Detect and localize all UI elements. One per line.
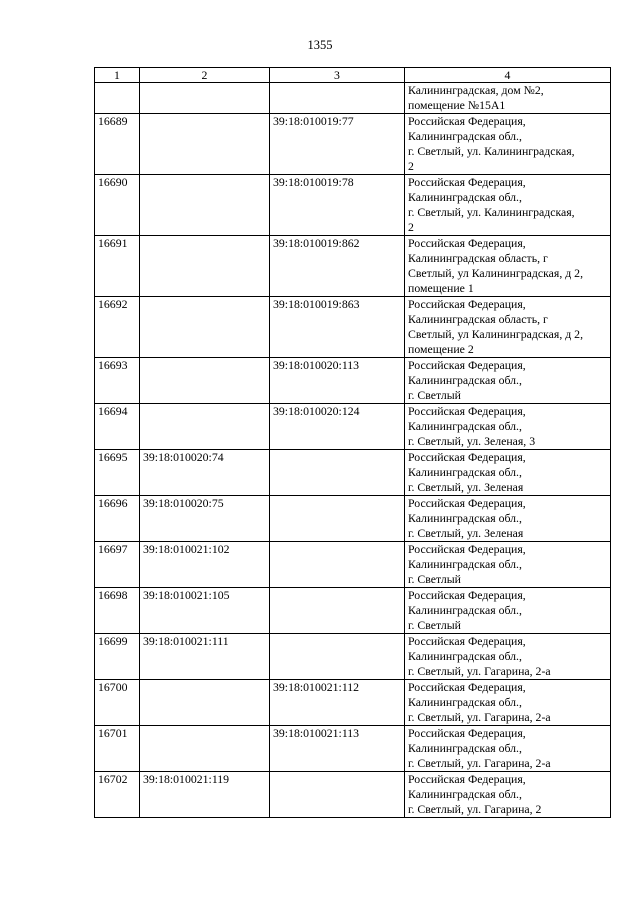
cadastral-number-col2: 39:18:010021:111: [140, 634, 270, 680]
address-cell: [405, 588, 611, 634]
cadastral-number-col2: 39:18:010021:102: [140, 542, 270, 588]
address-line: Российская Федерация,: [408, 236, 526, 250]
row-number: 16702: [95, 772, 140, 818]
address-cell: [405, 634, 611, 680]
address-line: Калининградская обл.,: [408, 695, 522, 709]
cadastral-number-col2: [140, 726, 270, 772]
column-header-2: 2: [140, 68, 270, 83]
table-row: [95, 588, 611, 634]
address-line: помещение №15А1: [408, 98, 506, 112]
row-number: 16701: [95, 726, 140, 772]
address-line: Российская Федерация,: [408, 726, 526, 740]
table-header-row: [95, 68, 611, 83]
cadastral-number-col3: 39:18:010019:77: [270, 114, 405, 175]
table-row: [95, 297, 611, 358]
address-cell: [405, 496, 611, 542]
row-number: 16700: [95, 680, 140, 726]
row-number: 16697: [95, 542, 140, 588]
address-line: г. Светлый, ул. Гагарина, 2-а: [408, 756, 551, 770]
table-row: [95, 450, 611, 496]
address-line: г. Светлый, ул. Гагарина, 2-а: [408, 664, 551, 678]
cadastral-number-col3: 39:18:010019:862: [270, 236, 405, 297]
address-line: помещение 1: [408, 281, 474, 295]
address-line: Калининградская обл.,: [408, 649, 522, 663]
cadastral-number-col2: [140, 297, 270, 358]
address-line: Калининградская обл.,: [408, 557, 522, 571]
cadastral-number-col2: [140, 83, 270, 114]
registry-table: [94, 67, 611, 818]
address-cell: [405, 450, 611, 496]
table-row: [95, 175, 611, 236]
cadastral-number-col3: [270, 588, 405, 634]
address-line: Калининградская область, г: [408, 312, 548, 326]
cadastral-number-col3: 39:18:010019:863: [270, 297, 405, 358]
address-line: Светлый, ул Калининградская, д 2,: [408, 266, 584, 280]
address-line: Калининградская обл.,: [408, 419, 522, 433]
column-header-4: 4: [405, 68, 611, 83]
address-cell: [405, 542, 611, 588]
cadastral-number-col3: [270, 83, 405, 114]
address-line: г. Светлый, ул. Гагарина, 2-а: [408, 710, 551, 724]
address-line: Российская Федерация,: [408, 175, 526, 189]
cadastral-number-col3: 39:18:010021:113: [270, 726, 405, 772]
address-cell: [405, 680, 611, 726]
cadastral-number-col2: 39:18:010021:105: [140, 588, 270, 634]
address-line: Калининградская обл.,: [408, 190, 522, 204]
address-line: Калининградская обл.,: [408, 129, 522, 143]
address-line: Российская Федерация,: [408, 297, 526, 311]
table-row: [95, 634, 611, 680]
address-line: Российская Федерация,: [408, 358, 526, 372]
address-line: Российская Федерация,: [408, 542, 526, 556]
cadastral-number-col3: [270, 496, 405, 542]
address-line: Калининградская обл.,: [408, 373, 522, 387]
cadastral-number-col2: 39:18:010020:75: [140, 496, 270, 542]
row-number: 16692: [95, 297, 140, 358]
address-line: Российская Федерация,: [408, 450, 526, 464]
address-line: Российская Федерация,: [408, 772, 526, 786]
address-line: Российская Федерация,: [408, 634, 526, 648]
address-line: г. Светлый, ул. Зеленая: [408, 480, 524, 494]
column-header-3: 3: [270, 68, 405, 83]
cadastral-number-col2: 39:18:010020:74: [140, 450, 270, 496]
address-line: г. Светлый, ул. Зеленая: [408, 526, 524, 540]
address-line: Светлый, ул Калининградская, д 2,: [408, 327, 584, 341]
address-line: Российская Федерация,: [408, 404, 526, 418]
address-cell: [405, 404, 611, 450]
row-number: 16699: [95, 634, 140, 680]
address-line: г. Светлый: [408, 618, 461, 632]
cadastral-number-col2: [140, 175, 270, 236]
address-line: помещение 2: [408, 342, 474, 356]
table-row: [95, 404, 611, 450]
cadastral-number-col3: 39:18:010020:113: [270, 358, 405, 404]
row-number: 16691: [95, 236, 140, 297]
column-header-1: 1: [95, 68, 140, 83]
row-number: 16694: [95, 404, 140, 450]
address-line: г. Светлый: [408, 572, 461, 586]
address-line: г. Светлый, ул. Зеленая, 3: [408, 434, 536, 448]
address-cell: [405, 83, 611, 114]
table-row: [95, 496, 611, 542]
cadastral-number-col3: [270, 634, 405, 680]
cadastral-number-col3: 39:18:010020:124: [270, 404, 405, 450]
address-line: Калининградская обл.,: [408, 511, 522, 525]
cadastral-number-col3: [270, 542, 405, 588]
cadastral-number-col3: [270, 772, 405, 818]
table-row: [95, 358, 611, 404]
cadastral-number-col2: [140, 114, 270, 175]
address-cell: [405, 726, 611, 772]
address-line: Калининградская обл.,: [408, 603, 522, 617]
address-line: г. Светлый: [408, 388, 461, 402]
row-number: 16696: [95, 496, 140, 542]
table-row: [95, 772, 611, 818]
address-cell: [405, 236, 611, 297]
table-row: [95, 680, 611, 726]
address-cell: [405, 114, 611, 175]
cadastral-number-col3: 39:18:010021:112: [270, 680, 405, 726]
address-line: г. Светлый, ул. Калининградская,: [408, 205, 575, 219]
table-body: [95, 83, 611, 818]
address-line: Российская Федерация,: [408, 114, 526, 128]
address-line: 2: [408, 159, 414, 173]
cadastral-number-col2: [140, 680, 270, 726]
cadastral-number-col2: [140, 236, 270, 297]
row-number: 16695: [95, 450, 140, 496]
address-line: г. Светлый, ул. Калининградская,: [408, 144, 575, 158]
address-cell: [405, 358, 611, 404]
address-line: Российская Федерация,: [408, 588, 526, 602]
address-line: Российская Федерация,: [408, 496, 526, 510]
address-cell: [405, 297, 611, 358]
cadastral-number-col3: 39:18:010019:78: [270, 175, 405, 236]
address-line: г. Светлый, ул. Гагарина, 2: [408, 802, 542, 816]
row-number: 16690: [95, 175, 140, 236]
address-cell: [405, 175, 611, 236]
table-row: [95, 542, 611, 588]
table-row: [95, 83, 611, 114]
cadastral-number-col2: [140, 358, 270, 404]
address-line: Калининградская обл.,: [408, 741, 522, 755]
row-number: 16693: [95, 358, 140, 404]
table-row: [95, 114, 611, 175]
address-line: Калининградская обл.,: [408, 787, 522, 801]
address-line: 2: [408, 220, 414, 234]
table-row: [95, 236, 611, 297]
address-line: Калининградская обл.,: [408, 465, 522, 479]
cadastral-number-col2: [140, 404, 270, 450]
row-number: [95, 83, 140, 114]
cadastral-number-col2: 39:18:010021:119: [140, 772, 270, 818]
address-line: Российская Федерация,: [408, 680, 526, 694]
page-number: 1355: [307, 38, 333, 52]
table-row: [95, 726, 611, 772]
address-cell: [405, 772, 611, 818]
address-line: Калининградская область, г: [408, 251, 548, 265]
row-number: 16689: [95, 114, 140, 175]
row-number: 16698: [95, 588, 140, 634]
address-line: Калининградская, дом №2,: [408, 83, 544, 97]
cadastral-number-col3: [270, 450, 405, 496]
